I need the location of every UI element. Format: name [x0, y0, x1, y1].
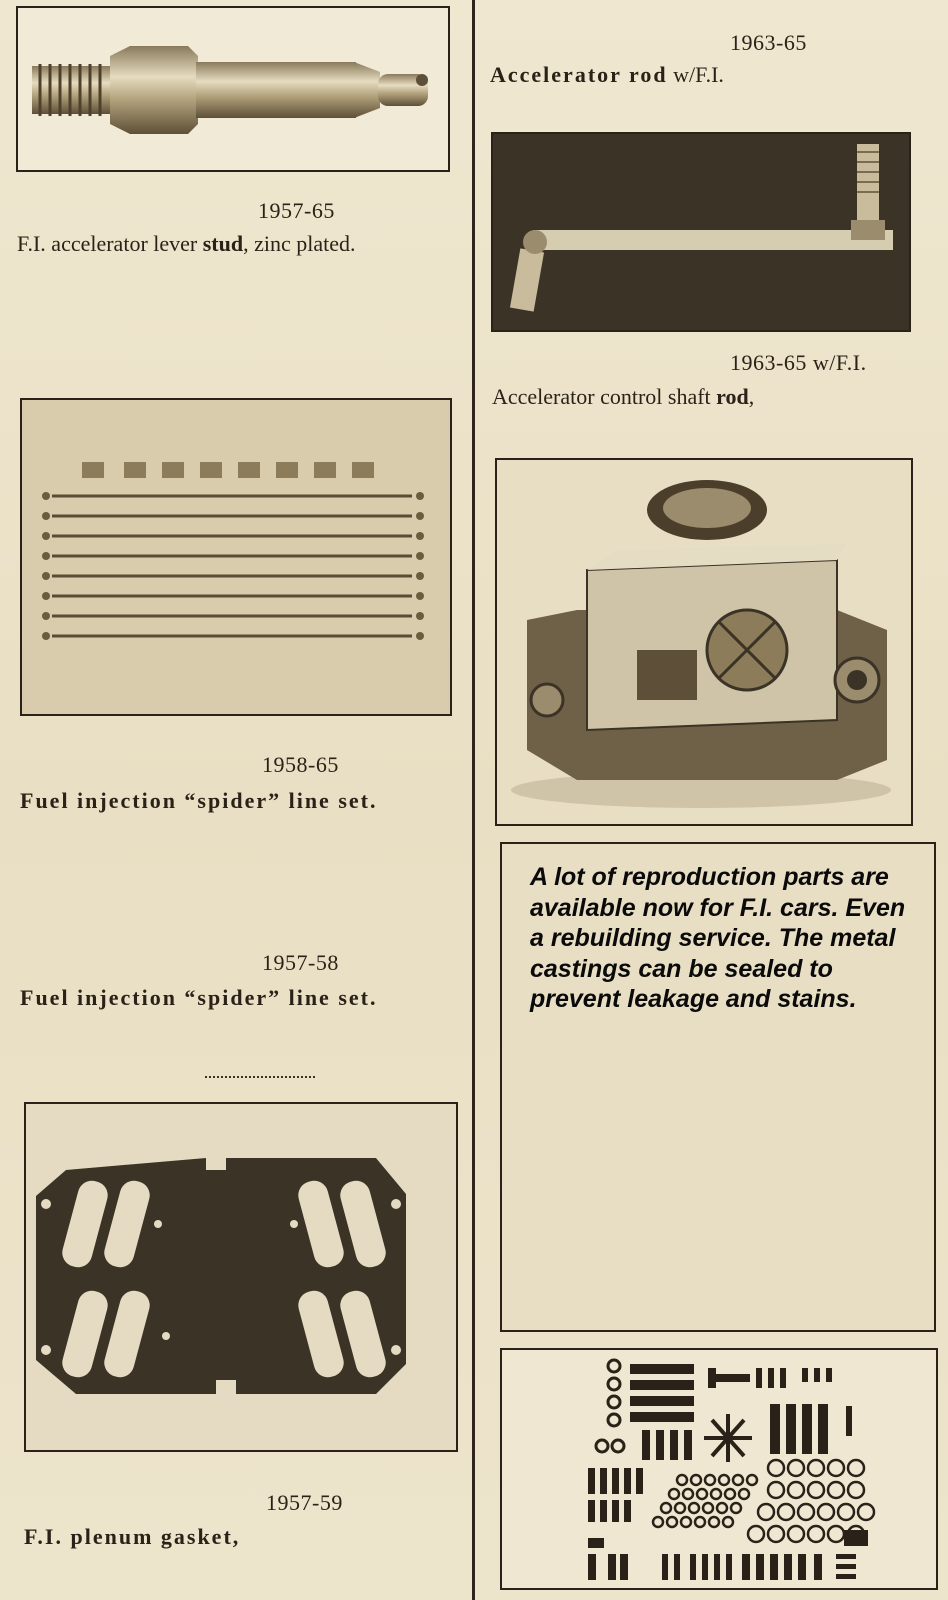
- accel-rod-year: 1963-65: [730, 30, 807, 55]
- plenum-gasket-icon: [26, 1104, 456, 1450]
- control-shaft-caption: [492, 384, 754, 410]
- spider-1957-year: 1957-58: [262, 950, 339, 975]
- stud-year: 1957-65: [258, 198, 335, 223]
- column-divider: [472, 0, 475, 1600]
- control-shaft-caption-start: Accelerator control shaft: [492, 384, 717, 409]
- reproduction-note-box: [500, 842, 936, 1332]
- fuel-injection-unit-photo: [495, 458, 913, 826]
- reproduction-note: A lot of reproduction parts are available now for F.I. cars. Even a rebuilding service. The metal castings can be sealed to prevent leakage and stains.: [530, 863, 906, 1013]
- spider-line-set-icon: [22, 400, 450, 714]
- accelerator-rod-photo: [491, 132, 911, 332]
- stud-caption-bold: stud: [202, 231, 244, 256]
- control-shaft-caption-bold: rod: [716, 384, 749, 409]
- control-shaft-caption-end: ,: [748, 384, 755, 409]
- stud-photo: [16, 6, 450, 172]
- accelerator-rod-icon: [493, 134, 909, 330]
- spider-1958-caption: Fuel injection “spider” line set.: [20, 788, 378, 813]
- hardware-kit-photo: [500, 1348, 938, 1590]
- gasket-year: 1957-59: [266, 1490, 343, 1515]
- gasket-caption: F.I. plenum gasket,: [24, 1524, 241, 1549]
- threaded-stud-icon: [18, 8, 448, 170]
- accel-rod-caption-bold: Accelerator rod: [490, 62, 668, 87]
- accel-rod-caption-end: w/F.I.: [667, 62, 724, 87]
- spider-1957-caption: Fuel injection “spider” line set.: [20, 985, 378, 1010]
- spider-line-set-photo: [20, 398, 452, 716]
- fuel-injection-unit-icon: [497, 460, 911, 824]
- plenum-gasket-photo: [24, 1102, 458, 1452]
- stud-caption-end: , zinc plated.: [243, 231, 356, 256]
- stud-caption: [17, 231, 356, 257]
- accel-rod-caption: [490, 62, 724, 88]
- spider-1958-year: 1958-65: [262, 752, 339, 777]
- control-shaft-year: 1963-65 w/F.I.: [730, 350, 867, 375]
- hardware-kit-icon: [502, 1350, 936, 1588]
- section-separator: [205, 1076, 315, 1080]
- stud-caption-start: F.I. accelerator lever: [17, 231, 203, 256]
